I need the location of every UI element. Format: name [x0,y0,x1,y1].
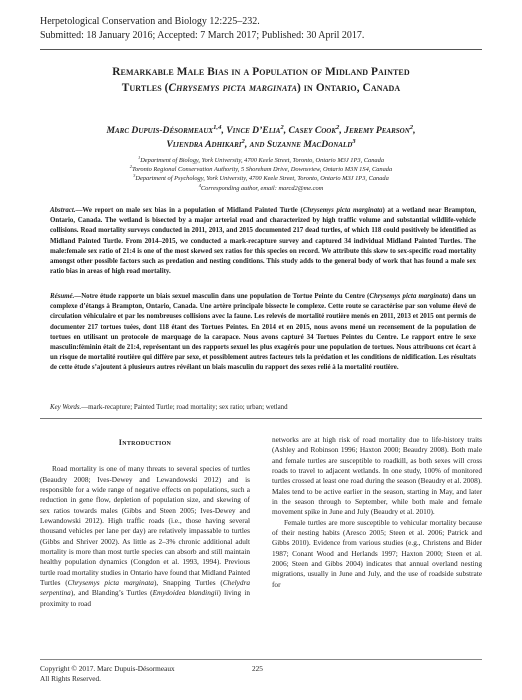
author-affil-mark: 1,4 [213,123,222,131]
author-affil-mark: 2 [241,137,245,145]
left-column [40,436,250,609]
header-divider [40,49,482,50]
corresponding-author: $^4$Corresponding author, email: marcd2@me.com [198,182,324,192]
abstract-divider [40,418,482,419]
affiliation-2: $^2$Toronto Regional Conservation Authority, 5 Shoreham Drive, Downsview, Ontario M3N 1S4, Canada [129,164,393,174]
keywords-list: —mark-recapture; Painted Turtle; road mortality; sex ratio; urban; wetland [81,404,288,411]
abstract-label: Abstract. [50,207,76,214]
rights-notice: All Rights Reserved. [40,674,102,683]
journal-header [40,15,364,43]
copyright-notice: Copyright © 2017. Marc Dupuis-Désormeaux [40,664,175,673]
intro-paragraph-1-continued: networks are at high risk of road mortality due to life-history traits (Ashley and Robinson 1996; Haxton 2000; Beaudry 2008). Both male and female turtles are susceptible to roadkill, as both sexes will cross roads to travel to adjacent wetlands. In one study, 100% of monitored turtles crossed at least one road during the season (Beaudry et al. 2008). Males tend to be active earlier in the season, starting in May, and later in the season through to September, while both male and female movement spike in June and July (Beaudry et al. 2010). [272,435,482,517]
resume: Résumé.—Notre étude rapporte un biais sexuel masculin dans une population de Tortue Peinte du Centre (Chrysemys picta marginata) dans un complexe d’étangs à Brampton, Ontario, Canada. Une artère principale bissecte le complexe. Cette route se caractérise par son volume élevé de circulation véhiculaire et par les nombreuses collisions avec la faune. Les relevés de mortalité routière menés en 2011, 2013 et 2015 ont permis de documenter 217 tortues tuées, dont 118 étant des Tortues Peintes. En 2014 et en 2015, nous avons mené un recensement de la population de tortues en utilisant un protocole de marquage de la carapace. Nous avons capturé 34 Tortues Peintes du Centre. Le rapport entre le sexe masculin:féminin était de 21:4, représentant un des rapports sexuel les plus exagérés pour une population de tortues. Nous attribuons cet écart à un risque de mortalité routière qui diffère par sexe, et possiblement autres facteurs tels la prédation et les conditions de nidification. Les résultats de cette étude s’ajoutent à plusieurs autres révélant un biais masculin du rapport des sexes relié à la mortalité routière. [50,293,476,372]
author-affil-mark: 2 [409,123,414,131]
keywords [50,403,476,413]
author-list [40,124,482,152]
section-heading-introduction: Introduction [118,438,172,447]
authors-line-1: Marc Dupuis-Désormeaux$^{1,4}$, Vince D’Elia$^2$, Casey Cook$^2$, Jeremy Pearson$^2$, [106,123,416,136]
page-number: 225 [252,664,263,673]
author-name: Vince D’Elia [226,125,281,136]
title-line-2: Turtles (Chrysemys picta marginata) in Ontario, Canada [121,82,401,94]
intro-paragraph-2: Female turtles are more susceptible to vehicular mortality because of their nesting habits (Aresco 2005; Steen et al. 2006; Patrick and Gibbs 2010). Evidence from various studies (e.g., Christens and Bider 1987; Conant Wood and Herlands 1997; Haxton 2000; Steen et al. 2006; Steen and Gibbs 2004) indicates that annual overland nesting migrations, usually in June and July, and the use of roadside substrate for [272,517,482,589]
submission-dates: Submitted: 18 January 2016; Accepted: 7 March 2017; Published: 30 April 2017. [40,30,365,41]
title-species: Chrysemys picta marginata [168,82,298,94]
abstract: Abstract.—We report on male sex bias in a population of Midland Painted Turtle (Chrysemys picta marginata) at a wetland near Brampton, Ontario, Canada. The wetland is bisected by a major arterial road and characterized by high traffic volume and substantial wildlife-vehicle collisions. Road mortality surveys conducted in 2011, 2013, and 2015 documented 217 dead turtles, of which 118 could positively be identified as Midland Painted Turtle. From 2014–2015, we conducted a mark-recapture survey and captured 34 individual Midland Painted Turtles. The male:female sex ratio of 21:4 is one of the most skewed sex ratios for this species on record. We attribute this skew to sex-specific road mortality amongst other possible factors such as predation and nesting conditions. This study adds to the general body of work that has found a male sex ratio bias in areas of high road mortality. [50,207,477,276]
journal-citation: Herpetological Conservation and Biology 12:225–232. [40,16,260,27]
resume-species: Chrysemys picta marginata [369,293,448,300]
author-name: Jeremy Pearson [344,125,410,136]
abstract-species: Chrysemys picta marginata [302,207,383,214]
keywords-label: Key Words. [50,404,82,411]
right-column [272,435,482,590]
footer-divider [40,659,482,660]
author-affil-mark: 2 [280,123,284,131]
author-affil-mark: 2 [336,123,340,131]
affiliation-1: $^1$Department of Biology, York University, 4700 Keele Street, Toronto, Ontario M3J 1P3, Canada [137,154,385,164]
authors-line-2: Vijendra Adhikari$^2$, and Suzanne MacDonald$^3$ [166,137,356,150]
author-name: Casey Cook [288,125,337,136]
affiliation-3: $^3$Department of Psychology, York University, 4700 Keele Street, Toronto, Ontario M3J 1P3, Canada [133,173,389,183]
article-title [40,64,482,96]
intro-paragraph-1: Road mortality is one of many threats to several species of turtles (Beaudry 2008; Ives-Dewey and Lewandowski 2012) and is responsible for a wide range of negative effects on populations, such a reduction in gene flow, depletion of population size, and skewing of sex ratios towards males (Gibbs and Steen 2005; Ives-Dewey and Lewandowski 2012). High traffic roads (i.e., those having several thousand vehicles per lane per day) are relatively impassable to turtles (Gibbs and Shriver 2002). As little as 2–3% chronic additional adult mortality is more than most turtle species can absorb and still maintain healthy population dynamics (Congdon et al. 1993, 1994). Previous turtle road mortality studies in Ontario have found that Midland Painted Turtles (Chrysemys picta marginata), Snapping Turtles (Chelydra serpentina), and Blanding’s Turtles (Emydoidea blandingii) living in proximity to road [40,464,250,608]
author-name: Marc Dupuis-Désormeaux [106,125,214,136]
affiliations [40,156,482,193]
author-affil-mark: 3 [352,137,356,145]
author-name: Suzanne MacDonald [266,139,353,150]
author-name: Vijendra Adhikari [166,139,242,150]
resume-label: Résumé. [50,293,75,300]
title-line-1: Remarkable Male Bias in a Population of Midland Painted [112,66,410,78]
